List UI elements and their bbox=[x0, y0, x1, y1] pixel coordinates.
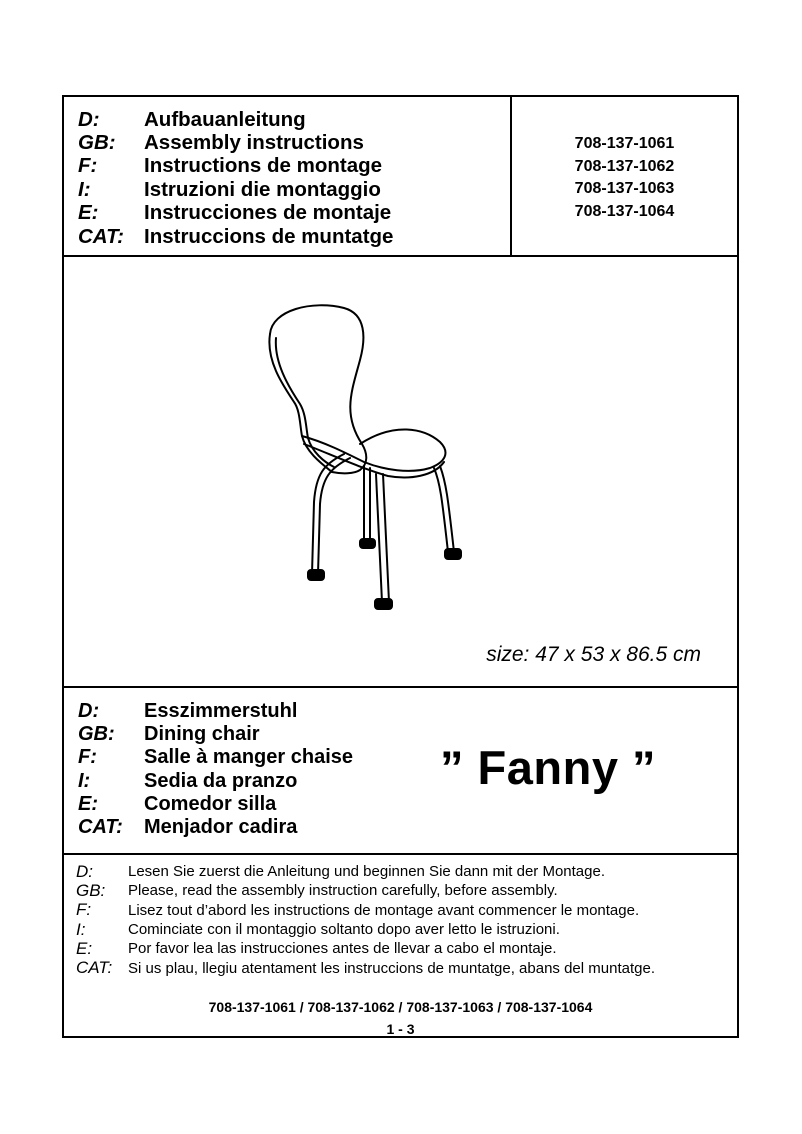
chair-leg bbox=[364, 466, 370, 542]
lang-code: E: bbox=[78, 792, 98, 815]
chair-leg bbox=[434, 466, 454, 552]
chair-backrest bbox=[270, 305, 366, 473]
product-name-row bbox=[78, 793, 353, 816]
lang-code: CAT: bbox=[78, 224, 124, 248]
title-text: Instrucciones de montaje bbox=[144, 201, 392, 225]
instruction-text: Lesen Sie zuerst die Anleitung und beginnen Sie dann mit der Montage. bbox=[128, 863, 605, 881]
footer-article-line: 708-137-1061 / 708-137-1062 / 708-137-1063 / 708-137-1064 bbox=[208, 999, 593, 1015]
article-number: 708-137-1062 bbox=[574, 157, 675, 175]
lang-code: F: bbox=[76, 900, 92, 920]
lang-code: E: bbox=[76, 938, 93, 958]
product-name-row bbox=[78, 723, 353, 746]
title-text: Assembly instructions bbox=[144, 131, 364, 155]
product-name-row bbox=[78, 746, 353, 769]
header-section bbox=[64, 97, 737, 257]
article-number: 708-137-1063 bbox=[574, 180, 675, 197]
title-row bbox=[78, 178, 393, 201]
instruction-list bbox=[76, 862, 655, 978]
title-text: Instruccions de muntatge bbox=[144, 224, 394, 248]
chair-leg bbox=[312, 454, 350, 574]
product-name-text: Salle à manger chaise bbox=[144, 746, 354, 769]
instruction-row bbox=[76, 901, 655, 920]
chair-illustration bbox=[264, 302, 504, 622]
article-number-list bbox=[512, 133, 737, 223]
lang-code: F: bbox=[78, 154, 98, 178]
instruction-row bbox=[76, 862, 655, 881]
size-value: 47 x 53 x 86.5 cm bbox=[535, 643, 701, 666]
instruction-text: Please, read the assembly instruction carefully, before assembly. bbox=[128, 882, 558, 900]
lang-code: D: bbox=[78, 107, 100, 131]
title-text: Instructions de montage bbox=[144, 154, 383, 178]
chair-leg bbox=[376, 474, 389, 602]
lang-code: D: bbox=[76, 861, 93, 881]
instruction-text: Si us plau, llegiu atentament les instruccions de muntatge, abans del muntatge. bbox=[128, 959, 655, 977]
title-row bbox=[78, 155, 393, 178]
product-name-row bbox=[78, 816, 353, 839]
lang-code: I: bbox=[78, 769, 91, 792]
title-row bbox=[78, 202, 393, 225]
size-dimensions bbox=[486, 643, 701, 667]
instruction-row bbox=[76, 939, 655, 958]
lang-code: CAT: bbox=[78, 816, 123, 839]
instruction-text: Cominciate con il montaggio soltanto dopo aver letto le istruzioni. bbox=[128, 921, 560, 939]
instruction-row bbox=[76, 920, 655, 939]
assembly-title-list bbox=[78, 108, 393, 248]
model-name: ” Fanny ” bbox=[440, 741, 657, 794]
product-name-text: Comedor silla bbox=[144, 792, 277, 815]
title-text: Aufbauanleitung bbox=[144, 107, 306, 131]
page-number: 1 - 3 bbox=[386, 1021, 415, 1037]
product-name-text: Sedia da pranzo bbox=[144, 769, 298, 792]
chair-foot bbox=[445, 549, 461, 559]
product-name-list bbox=[78, 700, 353, 839]
lang-code: I: bbox=[76, 919, 86, 939]
chair-foot bbox=[308, 570, 324, 580]
lang-code: GB: bbox=[76, 880, 106, 900]
product-name-text: Esszimmerstuhl bbox=[144, 700, 298, 723]
product-name-text: Dining chair bbox=[144, 723, 260, 746]
article-number: 708-137-1064 bbox=[574, 202, 675, 220]
lang-code: CAT: bbox=[76, 958, 113, 978]
instruction-row bbox=[76, 881, 655, 900]
lang-code: F: bbox=[78, 746, 97, 769]
chair-foot bbox=[375, 599, 392, 609]
title-text: Istruzioni die montaggio bbox=[144, 177, 381, 201]
lang-code: GB: bbox=[78, 723, 115, 746]
lang-code: D: bbox=[78, 700, 100, 723]
product-name-section bbox=[64, 688, 737, 855]
document-frame bbox=[62, 95, 739, 1038]
title-row bbox=[78, 131, 393, 154]
lang-code: I: bbox=[78, 177, 91, 201]
chair-foot bbox=[360, 539, 375, 548]
product-name-row bbox=[78, 700, 353, 723]
instruction-row bbox=[76, 958, 655, 977]
article-number: 708-137-1061 bbox=[574, 135, 675, 152]
title-row bbox=[78, 108, 393, 131]
product-image-section bbox=[64, 257, 737, 688]
title-row bbox=[78, 225, 393, 248]
product-name-text: Menjador cadira bbox=[144, 816, 298, 839]
instruction-text: Lisez tout d’abord les instructions de montage avant commencer le montage. bbox=[128, 901, 640, 919]
instruction-text: Por favor lea las instrucciones antes de llevar a cabo el montaje. bbox=[128, 940, 557, 958]
chair-backrest-inner bbox=[276, 338, 334, 467]
size-label: size: bbox=[486, 643, 530, 666]
instructions-section bbox=[64, 855, 737, 1036]
lang-code: GB: bbox=[78, 131, 116, 155]
product-name-row bbox=[78, 770, 353, 793]
lang-code: E: bbox=[78, 201, 99, 225]
